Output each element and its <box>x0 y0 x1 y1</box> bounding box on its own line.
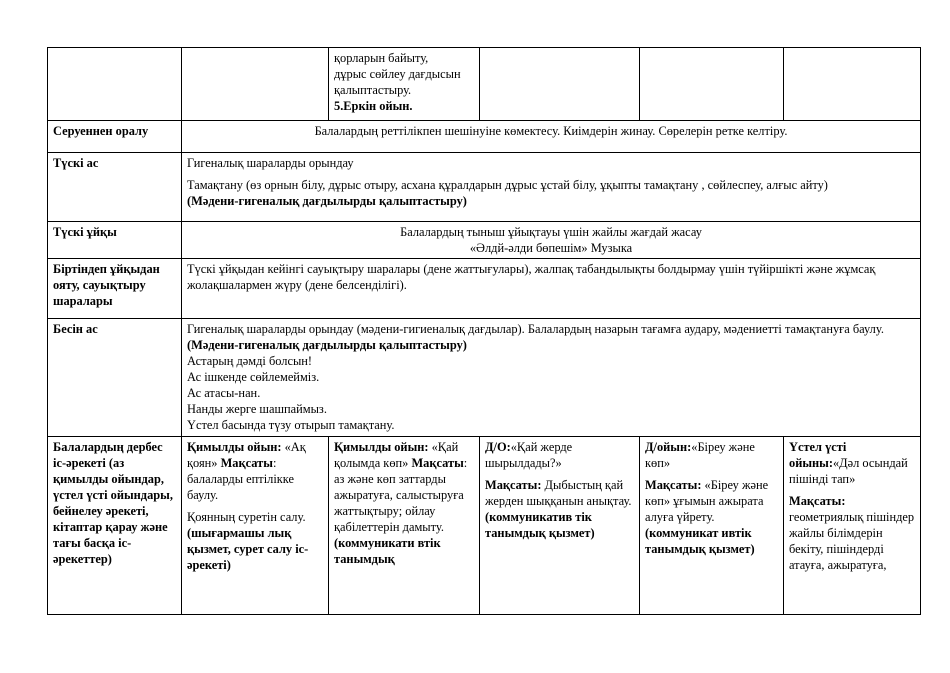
activity-cell-2 <box>329 437 480 615</box>
text-span: : балаларды ептілікке баулу. <box>187 456 294 502</box>
row-label: Біртіндеп ұйқыдан ояту, сауықтыру шаралары <box>48 259 182 319</box>
text-line: (шығармашы лық қызмет, сурет салу іс-әрекеті) <box>187 526 309 572</box>
activity-cell-3 <box>480 437 640 615</box>
text-line <box>645 439 778 471</box>
text-line: Ас ішкенде сөйлемейміз. <box>187 370 320 384</box>
text-line <box>334 439 474 567</box>
activity-cell-4 <box>640 437 784 615</box>
text-line: Үстел басында түзу отырып тамақтану. <box>187 418 395 432</box>
lunch-cell <box>182 153 921 222</box>
cell-empty <box>182 48 329 121</box>
text-span-bold: (коммуникати втік танымдық <box>334 536 441 566</box>
row-label: Балалардың дербес іс-әрекеті (аз қимылды ойындар, үстел үсті ойындары, бейнелеу әрекеті, кітаптар қарау және тағы басқа іс-әрекеттер) <box>48 437 182 615</box>
text-span-bold: Мақсаты <box>411 456 464 470</box>
table-row-activity <box>48 437 921 615</box>
free-play-heading: 5.Еркін ойын. <box>334 99 413 113</box>
text-line: Нанды жерге шашпаймыз. <box>187 402 327 416</box>
text-line: қорларын байыту, <box>334 51 429 65</box>
text-span: : аз және көп заттарды ажыратуға, салыстыруға жаттықтыру; ойлау қабілеттерін дамыту. <box>334 456 468 534</box>
text-line: Қоянның суретін салу. <box>187 510 306 524</box>
text-line <box>187 439 323 503</box>
text-span: «Біреу және көп» <box>645 440 755 470</box>
cell-empty <box>48 48 182 121</box>
text-line: Гигеналық шараларды орындау <box>187 156 354 170</box>
text-line <box>485 439 634 471</box>
text-span: «Ақ қоян» <box>187 440 306 470</box>
text-span: геометриялық пішіндер жайлы білімдерін бекіту, пішіндерді атауға, ажыратуға, <box>789 510 915 572</box>
text-line <box>789 493 915 573</box>
table-row-nap <box>48 222 921 259</box>
text-span-bold: Қимылды ойын: <box>334 440 432 454</box>
table-row-wake <box>48 259 921 319</box>
text-span-bold: (коммуникатив тік танымдық қызмет) <box>485 510 595 540</box>
text-span: Дыбыстың қай жерден шыққанын анықтау. <box>485 478 632 508</box>
table-row-top <box>48 48 921 121</box>
text-span: «Біреу және көп» ұғымын ажырата алуға үйрету. <box>645 478 769 524</box>
activity-cell-5 <box>784 437 921 615</box>
text-span-bold: Мақсаты: <box>789 494 846 508</box>
text-line: қалыптастыру. <box>334 83 412 97</box>
text-line: Астарың дәмді болсын! <box>187 354 313 368</box>
text-span-bold: (Мәдени-гигеналық дағдылырды қалыптастыру) <box>187 338 467 352</box>
text-line: Ас атасы-нан. <box>187 386 261 400</box>
row-label: Бесін ас <box>48 319 182 437</box>
table-row-lunch <box>48 153 921 222</box>
cell-top-activity <box>329 48 480 121</box>
text-line: Балалардың тыныш ұйықтауы үшін жайлы жағдай жасау <box>400 225 702 239</box>
row-label: Серуеннен оралу <box>48 121 182 153</box>
text-line <box>485 477 634 541</box>
text-line <box>789 439 915 487</box>
cell-empty <box>640 48 784 121</box>
text-line: (Мәдени-гигеналық дағдылырды қалыптастыру) <box>187 194 467 208</box>
text-line: дұрыс сөйлеу дағдысын <box>334 67 461 81</box>
text-span: «Қай жерде шырылдады?» <box>485 440 573 470</box>
row-label: Түскі ас <box>48 153 182 222</box>
text-span-bold: Мақсаты: <box>645 478 705 492</box>
table-row-snack <box>48 319 921 437</box>
text-span: «Дәл осындай пішінді тап» <box>789 456 908 486</box>
text-span-bold: Д/ойын: <box>645 440 692 454</box>
text-span-bold: Мақсаты: <box>485 478 545 492</box>
text-span-bold: Мақсаты <box>220 456 273 470</box>
text-span-bold: Қимылды ойын: <box>187 440 285 454</box>
row-label: Түскі ұйқы <box>48 222 182 259</box>
text-line: Тамақтану (өз орнын білу, дұрыс отыру, асхана құралдарын дұрыс ұстай білу, ұқыпты тамақтану , сөйлеспеу, алғыс айту) <box>187 178 828 192</box>
text-span: Гигеналық шараларды орындау (мәдени-гигиеналық дағдылар). Балалардың назарын тағамға аудару, мәдениетті тамақтануға баулу. <box>187 322 884 336</box>
activity-cell-1 <box>182 437 329 615</box>
cell-empty <box>784 48 921 121</box>
daily-plan-table <box>47 47 921 615</box>
wake-text: Түскі ұйқыдан кейінгі сауықтыру шаралары (дене жаттығулары), жалпақ табандылықты болдырмау үшін түйіршікті және жұмсақ жолақшалармен жүру (дене белсенділігі). <box>182 259 921 319</box>
text-span-bold: Д/О: <box>485 440 511 454</box>
text-line <box>187 321 915 353</box>
return-text: Балалардың реттілікпен шешінуіне көмектесу. Киімдерін жинау. Сөрелерін ретке келтіру. <box>182 121 921 153</box>
text-span-bold: (коммуникат ивтік танымдық қызмет) <box>645 526 755 556</box>
cell-empty <box>480 48 640 121</box>
text-line <box>645 477 778 557</box>
table-row-return <box>48 121 921 153</box>
text-span: «Қай қолымда көп» <box>334 440 459 470</box>
snack-cell <box>182 319 921 437</box>
nap-cell <box>182 222 921 259</box>
text-line: «Әлдй-әлди бөпешім» Музыка <box>469 241 633 255</box>
text-span-bold: Үстел үсті ойыны: <box>789 440 847 470</box>
